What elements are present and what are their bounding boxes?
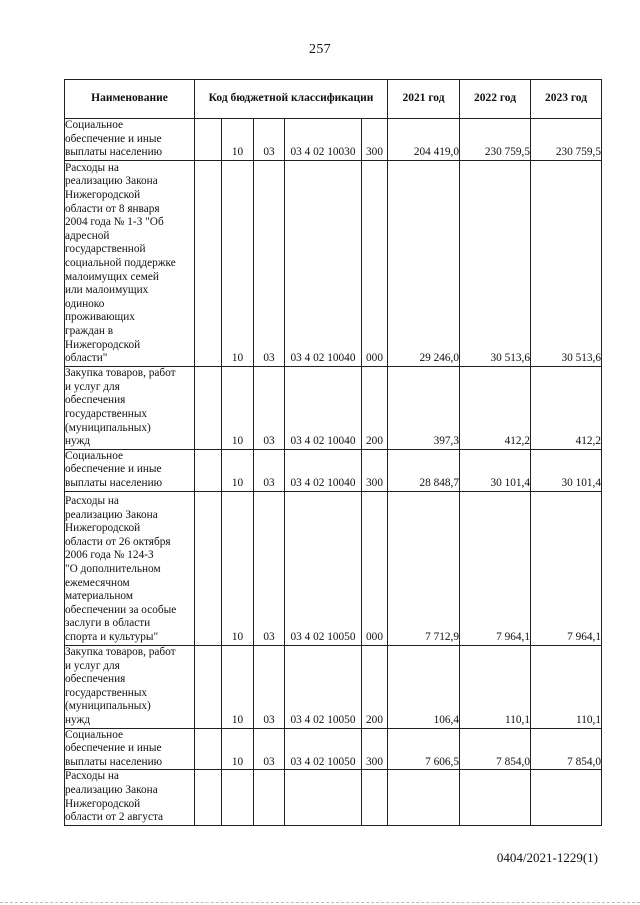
- expense-type-code: [362, 770, 388, 825]
- table-row: [65, 119, 602, 161]
- target-article-code: 03 4 02 10050: [285, 645, 362, 728]
- row-empty-cell: [195, 160, 222, 366]
- section-code: 10: [222, 491, 254, 645]
- row-empty-cell: [195, 645, 222, 728]
- expense-type-code: 300: [362, 728, 388, 770]
- section-code: 10: [222, 449, 254, 491]
- expense-type-code: 000: [362, 160, 388, 366]
- target-article-code: 03 4 02 10030: [285, 119, 362, 161]
- header-2021: 2021 год: [388, 80, 460, 119]
- row-name: Расходы на реализацию Закона Нижегородской области от 26 октября 2006 года № 124-З "О дополнительном ежемесячном материальном обеспечении за особые заслуги в области спорта и культуры": [65, 495, 177, 643]
- row-name: Расходы на реализацию Закона Нижегородской области от 8 января 2004 года № 1-З "Об адресной государственной социальной поддержке малоимущих семей или малоимущих одиноко проживающих граждан в Нижегородской области": [65, 161, 176, 365]
- table-row: [65, 449, 602, 491]
- amount-2021: 106,4: [388, 645, 460, 728]
- amount-2022: 30 101,4: [460, 449, 531, 491]
- amount-2022: 7 964,1: [460, 491, 531, 645]
- row-empty-cell: [195, 119, 222, 161]
- section-code: [222, 770, 254, 825]
- row-name: Закупка товаров, работ и услуг для обеспечения государственных (муниципальных) нужд: [65, 646, 176, 726]
- amount-2023: 230 759,5: [531, 119, 602, 161]
- table-row: [65, 645, 602, 728]
- subsection-code: 03: [254, 449, 285, 491]
- table-body: [65, 119, 602, 826]
- table-header-row: [65, 80, 602, 119]
- row-name: Социальное обеспечение и иные выплаты населению: [65, 449, 163, 489]
- row-name-cell: [65, 366, 195, 449]
- row-name-cell: [65, 770, 195, 825]
- expense-type-code: 200: [362, 645, 388, 728]
- section-code: 10: [222, 160, 254, 366]
- subsection-code: 03: [254, 366, 285, 449]
- expense-type-code: 200: [362, 366, 388, 449]
- target-article-code: 03 4 02 10050: [285, 491, 362, 645]
- amount-2022: 412,2: [460, 366, 531, 449]
- header-2022: 2022 год: [460, 80, 531, 119]
- table-row: [65, 366, 602, 449]
- amount-2021: 397,3: [388, 366, 460, 449]
- amount-2022: 110,1: [460, 645, 531, 728]
- row-name-cell: [65, 160, 195, 366]
- section-code: 10: [222, 119, 254, 161]
- section-code: 10: [222, 366, 254, 449]
- amount-2023: 412,2: [531, 366, 602, 449]
- target-article-code: 03 4 02 10040: [285, 449, 362, 491]
- table-row: [65, 770, 602, 825]
- scan-edge-divider: [0, 901, 640, 903]
- subsection-code: 03: [254, 491, 285, 645]
- subsection-code: [254, 770, 285, 825]
- amount-2022: 230 759,5: [460, 119, 531, 161]
- target-article-code: [285, 770, 362, 825]
- row-name-cell: [65, 645, 195, 728]
- row-empty-cell: [195, 491, 222, 645]
- amount-2021: 29 246,0: [388, 160, 460, 366]
- amount-2021: 28 848,7: [388, 449, 460, 491]
- row-name: Расходы на реализацию Закона Нижегородской области от 2 августа: [65, 770, 164, 824]
- row-empty-cell: [195, 728, 222, 770]
- amount-2021: [388, 770, 460, 825]
- row-empty-cell: [195, 366, 222, 449]
- amount-2021: 204 419,0: [388, 119, 460, 161]
- page-number: 257: [309, 42, 331, 57]
- target-article-code: 03 4 02 10050: [285, 728, 362, 770]
- row-name-cell: [65, 728, 195, 770]
- row-name: Закупка товаров, работ и услуг для обеспечения государственных (муниципальных) нужд: [65, 367, 176, 448]
- row-name-cell: [65, 491, 195, 645]
- amount-2023: [531, 770, 602, 825]
- amount-2021: 7 606,5: [388, 728, 460, 770]
- amount-2023: 7 854,0: [531, 728, 602, 770]
- amount-2023: 30 513,6: [531, 160, 602, 366]
- expense-type-code: 300: [362, 449, 388, 491]
- row-name: Социальное обеспечение и иные выплаты населению: [65, 119, 163, 159]
- row-empty-cell: [195, 449, 222, 491]
- amount-2022: 7 854,0: [460, 728, 531, 770]
- document-code: 0404/2021-1229(1): [496, 850, 598, 865]
- section-code: 10: [222, 728, 254, 770]
- row-name-cell: [65, 449, 195, 491]
- target-article-code: 03 4 02 10040: [285, 366, 362, 449]
- subsection-code: 03: [254, 645, 285, 728]
- header-name: Наименование: [65, 80, 195, 119]
- budget-table: [64, 79, 602, 826]
- subsection-code: 03: [254, 160, 285, 366]
- amount-2023: 7 964,1: [531, 491, 602, 645]
- subsection-code: 03: [254, 728, 285, 770]
- table-row: [65, 491, 602, 645]
- expense-type-code: 300: [362, 119, 388, 161]
- amount-2022: 30 513,6: [460, 160, 531, 366]
- header-code: Код бюджетной классификации: [195, 80, 388, 119]
- expense-type-code: 000: [362, 491, 388, 645]
- row-empty-cell: [195, 770, 222, 825]
- table-row: [65, 160, 602, 366]
- amount-2021: 7 712,9: [388, 491, 460, 645]
- amount-2023: 110,1: [531, 645, 602, 728]
- table-row: [65, 728, 602, 770]
- header-2023: 2023 год: [531, 80, 602, 119]
- amount-2022: [460, 770, 531, 825]
- subsection-code: 03: [254, 119, 285, 161]
- target-article-code: 03 4 02 10040: [285, 160, 362, 366]
- amount-2023: 30 101,4: [531, 449, 602, 491]
- row-name: Социальное обеспечение и иные выплаты населению: [65, 728, 163, 768]
- section-code: 10: [222, 645, 254, 728]
- row-name-cell: [65, 119, 195, 161]
